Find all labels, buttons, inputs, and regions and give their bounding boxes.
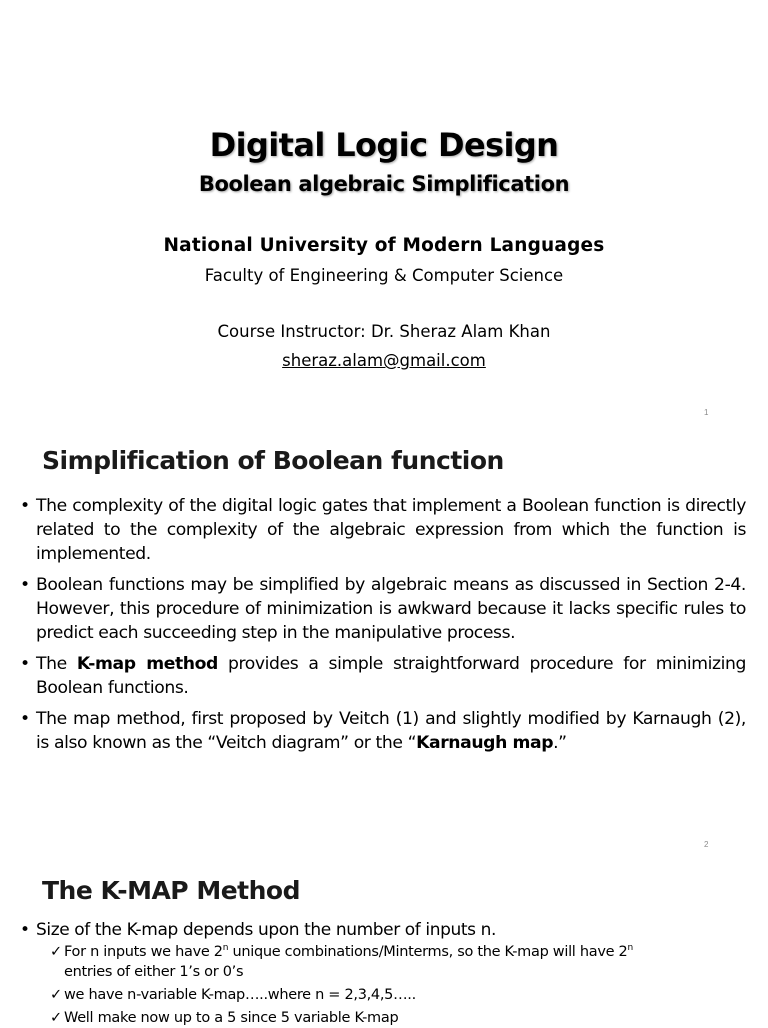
checkmark-icon: ✓: [50, 987, 62, 1003]
university-name: National University of Modern Languages: [163, 235, 605, 256]
sub-bullet-item: ✓ For n inputs we have 2$^n$ unique combinations/Minterms, so the K-map will have 2$^n$ entries of either 1’s or 0’s: [50, 943, 633, 980]
faculty-name: Faculty of Engineering & Computer Science: [204, 266, 564, 285]
slide-subtitle: Boolean algebraic Simplification: [198, 172, 570, 196]
bullet-list: [20, 494, 746, 762]
course-instructor: Course Instructor: Dr. Sheraz Alam Khan: [217, 322, 551, 341]
page-number: 2: [704, 840, 709, 849]
checkmark-icon: ✓: [50, 1010, 62, 1026]
bullet-item: • The complexity of the digital logic gates that implement a Boolean function is directly related to the complexity of the algebraic expression from which the function is implemented.: [20, 494, 746, 566]
karnaugh-map-term: Karnaugh map: [416, 733, 554, 753]
title-slide: [0, 0, 768, 430]
bullet-item: • The map method, first proposed by Veitch (1) and slightly modified by Karnaugh (2), is also known as the “Veitch diagram” or the “Karnaugh map.”: [20, 707, 746, 755]
checkmark-icon: ✓: [50, 944, 62, 960]
bullet-item: • Boolean functions may be simplified by algebraic means as discussed in Section 2-4. However, this procedure of minimization is awkward because it lacks specific rules to predict each succeeding step in the manipulative process.: [20, 573, 746, 645]
kmap-method-term: K-map method: [76, 654, 218, 674]
bullet-list: [20, 918, 746, 1028]
slide-title: Digital Logic Design: [209, 126, 559, 164]
page-number: 1: [704, 408, 709, 417]
sub-bullet-item: ✓ Well make now up to a 5 since 5 variable K-map: [50, 1010, 399, 1026]
sub-bullet-list: [36, 942, 746, 1028]
instructor-email-link[interactable]: sheraz.alam@gmail.com: [282, 351, 486, 370]
slide-heading: Simplification of Boolean function: [42, 446, 504, 475]
content-slide-simplification: [0, 430, 768, 860]
bullet-item: • The K-map method provides a simple straightforward procedure for minimizing Boolean functions.: [20, 652, 746, 700]
slide-heading: The K-MAP Method: [42, 876, 300, 905]
email-container: [0, 351, 768, 370]
content-slide-kmap: [0, 860, 768, 1024]
sub-bullet-item: ✓ we have n-variable K-map…..where n = 2,3,4,5…..: [50, 987, 416, 1003]
bullet-item: • Size of the K-map depends upon the number of inputs n. ✓ For n inputs we have 2$^n$ unique combinations/Minterms, so the K-map will have 2$^n$ entries of either 1’s or 0’s ✓ we have n-variable K-map…..where n = 2,3,4,5….. ✓ Well make now up to a 5 since 5 variable K-map: [20, 918, 746, 1028]
